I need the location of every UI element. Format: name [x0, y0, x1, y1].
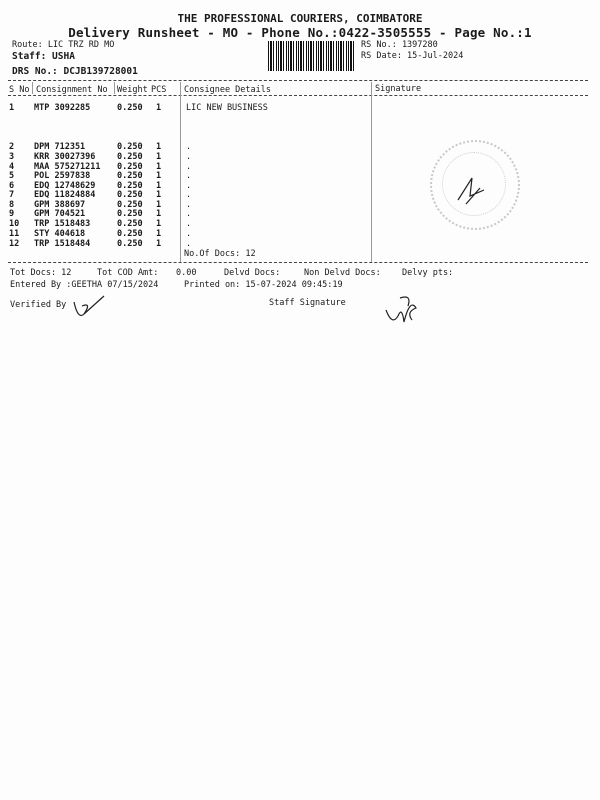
cell-weight: 0.250 [117, 219, 143, 229]
cell-consignment: EDQ 12748629 [34, 181, 96, 191]
cell-consignment: POL 2597838 [34, 171, 91, 181]
route-label: Route: LIC TRZ RD MO [12, 40, 115, 50]
col-divider [32, 82, 33, 94]
cell-consignee: . [186, 171, 192, 181]
col-header-consignment: Consignment No [36, 85, 108, 95]
cell-sno: 11 [9, 229, 20, 239]
col-header-sno: S No [9, 85, 30, 95]
verified-signature [70, 292, 110, 322]
table-row [0, 142, 600, 152]
cell-sno: 7 [9, 190, 15, 200]
staff-label: Staff: USHA [12, 51, 75, 62]
table-row [0, 103, 600, 113]
cell-pcs: 1 [156, 190, 162, 200]
cell-consignment: MAA 575271211 [34, 162, 101, 172]
cell-weight: 0.250 [117, 209, 143, 219]
cell-sno: 9 [9, 209, 15, 219]
signature-scribble [450, 170, 490, 210]
tot-cod-label: Tot COD Amt: [97, 268, 159, 278]
cell-sno: 8 [9, 200, 15, 210]
cell-sno: 4 [9, 162, 15, 172]
cell-pcs: 1 [156, 219, 162, 229]
cell-sno: 12 [9, 239, 20, 249]
col-header-weight: Weight [117, 85, 148, 95]
cell-sno: 5 [9, 171, 15, 181]
table-row [0, 219, 600, 229]
cell-consignment: KRR 30027396 [34, 152, 96, 162]
printed-on: Printed on: 15-07-2024 09:45:19 [184, 280, 343, 290]
cell-consignment: DPM 712351 [34, 142, 86, 152]
cell-weight: 0.250 [117, 162, 143, 172]
cell-sno: 2 [9, 142, 15, 152]
table-row [0, 229, 600, 239]
tot-docs: Tot Docs: 12 [10, 268, 72, 278]
rs-date: RS Date: 15-Jul-2024 [361, 51, 464, 61]
cell-pcs: 1 [156, 200, 162, 210]
cell-consignment: EDQ 11824884 [34, 190, 96, 200]
cell-weight: 0.250 [117, 171, 143, 181]
verified-by-label: Verified By [10, 300, 67, 310]
cell-consignment: MTP 3092285 [34, 103, 91, 113]
cell-weight: 0.250 [117, 239, 143, 249]
cell-pcs: 1 [156, 103, 162, 113]
barcode [268, 41, 356, 71]
cell-consignment: GPM 704521 [34, 209, 86, 219]
cell-consignee: . [186, 142, 192, 152]
cell-pcs: 1 [156, 209, 162, 219]
cell-consignment: TRP 1518484 [34, 239, 91, 249]
cell-sno: 10 [9, 219, 20, 229]
cell-pcs: 1 [156, 152, 162, 162]
drs-number: DRS No.: DCJB139728001 [12, 66, 138, 77]
cell-pcs: 1 [156, 239, 162, 249]
cell-weight: 0.250 [117, 200, 143, 210]
cell-weight: 0.250 [117, 229, 143, 239]
col-header-pcs: PCS [151, 85, 167, 95]
cell-sno: 6 [9, 181, 15, 191]
table-header-border [8, 95, 588, 96]
runsheet-title: Delivery Runsheet - MO - Phone No.:0422-3505555 - Page No.:1 [68, 25, 532, 40]
cell-pcs: 1 [156, 162, 162, 172]
col-header-consignee: Consignee Details [184, 85, 271, 95]
cell-weight: 0.250 [117, 103, 143, 113]
delvd-docs: Delvd Docs: [224, 268, 281, 278]
cell-pcs: 1 [156, 171, 162, 181]
staff-signature-label: Staff Signature [269, 298, 346, 308]
col-header-signature: Signature [375, 84, 422, 94]
cell-weight: 0.250 [117, 190, 143, 200]
table-top-border [8, 80, 588, 81]
cell-consignee: LIC NEW BUSINESS [186, 103, 268, 113]
cell-sno: 3 [9, 152, 15, 162]
cell-consignment: TRP 1518483 [34, 219, 91, 229]
table-row [0, 239, 600, 249]
delvy-pts: Delvy pts: [402, 268, 454, 278]
cell-weight: 0.250 [117, 181, 143, 191]
cell-pcs: 1 [156, 142, 162, 152]
table-bottom-border [8, 262, 588, 263]
cell-weight: 0.250 [117, 142, 143, 152]
entered-by: Entered By :GEETHA 07/15/2024 [10, 280, 159, 290]
tot-cod-value: 0.00 [176, 268, 197, 278]
cell-consignee: . [186, 209, 192, 219]
cell-consignee: . [186, 200, 192, 210]
cell-consignee: . [186, 239, 192, 249]
cell-consignment: STY 404618 [34, 229, 86, 239]
col-divider [114, 82, 115, 94]
cell-weight: 0.250 [117, 152, 143, 162]
cell-consignee: . [186, 162, 192, 172]
cell-pcs: 1 [156, 229, 162, 239]
staff-signature-scribble [382, 292, 422, 332]
non-delvd-docs: Non Delvd Docs: [304, 268, 381, 278]
cell-consignee: . [186, 229, 192, 239]
cell-consignee: . [186, 190, 192, 200]
cell-sno: 1 [9, 103, 15, 113]
cell-consignee: . [186, 219, 192, 229]
cell-consignee: . [186, 181, 192, 191]
cell-consignment: GPM 388697 [34, 200, 86, 210]
company-title: THE PROFESSIONAL COURIERS, COIMBATORE [177, 12, 423, 25]
rs-number: RS No.: 1397280 [361, 40, 438, 50]
cell-consignee: . [186, 152, 192, 162]
cell-pcs: 1 [156, 181, 162, 191]
no-of-docs: No.Of Docs: 12 [184, 249, 256, 259]
